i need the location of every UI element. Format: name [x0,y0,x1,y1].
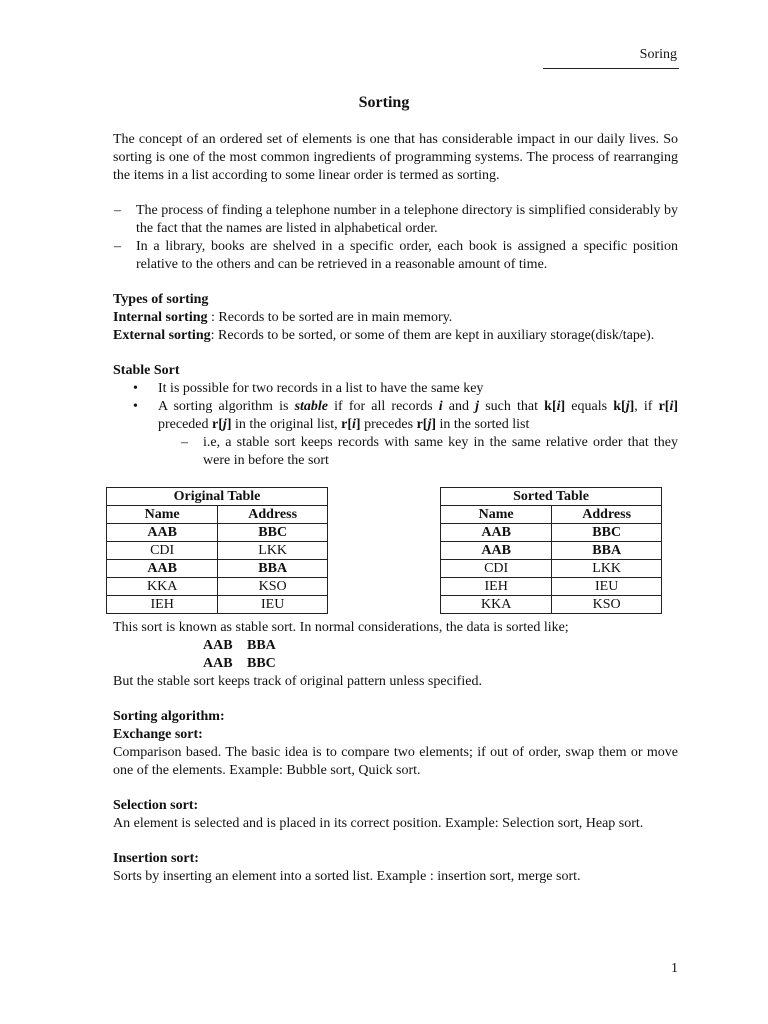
insertion-heading: Insertion sort: [113,851,199,866]
column-header: Address [552,506,662,524]
stable-sort-sublist [113,434,678,470]
exchange-text: Comparison based. The basic idea is to compare two elements; if out of order, swap them or move one of the elements. Example: Bubble sort, Quick sort. [113,745,678,778]
table-row: CDI LKK [107,542,328,560]
list-item [113,398,678,434]
list-item [113,202,678,238]
header-rule [543,68,679,69]
internal-sorting-label: Internal sorting [113,310,208,325]
examples-list [113,202,678,274]
stable-definition: A sorting algorithm is stable if for all records i and j such that k[i] equals k[j], if r[i] preceded r[j] in the original list, r[i] precedes r[j] in the sorted list [158,399,679,432]
selection-text: An element is selected and is placed in its correct position. Example: Selection sort, Heap sort. [113,816,644,831]
original-table [106,487,328,614]
sorted-pair: AAB BBC [203,656,276,671]
table-row: KKA KSO [107,578,328,596]
selection-heading: Selection sort: [113,798,199,813]
list-item-text: In a library, books are shelved in a specific order, each book is assigned a specific position relative to the others and can be retrieved in a reasonable amount of time. [136,239,678,272]
document-body [113,131,678,886]
dash-mark: – [114,239,121,254]
algorithms-heading: Sorting algorithm: [113,709,225,724]
dash-mark: – [181,435,188,450]
table-row: IEH IEU [441,578,662,596]
running-header: Soring [639,47,677,62]
table-caption: Sorted Table [441,488,662,506]
table-row: AAB BBC [441,524,662,542]
table-caption: Original Table [107,488,328,506]
internal-sorting-line [113,309,678,327]
table-row: AAB BBA [107,560,328,578]
table-row: IEH IEU [107,596,328,614]
list-item-text: It is possible for two records in a list to have the same key [158,381,484,396]
external-sorting-label: External sorting [113,328,211,343]
table-row: AAB BBC [107,524,328,542]
list-item [113,238,678,274]
intro-paragraph: The concept of an ordered set of elements is one that has considerable impact in our daily lives. So sorting is one of the most common ingredients of programming systems. The process of rearranging the items in a list according to some linear order is termed as sorting. [113,132,678,183]
stable-sort-heading: Stable Sort [113,363,180,378]
list-item-text: The process of finding a telephone number in a telephone directory is simplified considerably by the fact that the names are listed in alphabetical order. [136,203,678,236]
insertion-text: Sorts by inserting an element into a sorted list. Example : insertion sort, merge sort. [113,869,581,884]
tables-area [113,487,678,619]
dash-mark: – [114,203,121,218]
bullet-mark: • [133,399,138,414]
list-item-text: i.e, a stable sort keeps records with same key in the same relative order that they were in before the sort [203,435,678,468]
external-sorting-line [113,327,678,345]
column-header: Name [441,506,552,524]
exchange-heading: Exchange sort: [113,727,203,742]
table-row: KKA KSO [441,596,662,614]
sorted-table [440,487,662,614]
page-number: 1 [671,961,678,976]
sorted-pair: AAB BBA [203,638,276,653]
external-sorting-text: : Records to be sorted, or some of them are kept in auxiliary storage(disk/tape). [210,328,655,343]
column-header: Address [218,506,328,524]
page-title: Sorting [358,94,410,111]
list-item [113,434,678,470]
stable-note: This sort is known as stable sort. In normal considerations, the data is sorted like; [113,620,569,635]
types-heading: Types of sorting [113,292,209,307]
bullet-mark: • [133,381,138,396]
column-header: Name [107,506,218,524]
internal-sorting-text: : Records to be sorted are in main memory. [207,310,453,325]
list-item [113,380,678,398]
stable-sort-list [113,380,678,434]
stable-note-2: But the stable sort keeps track of original pattern unless specified. [113,674,482,689]
table-row: CDI LKK [441,560,662,578]
table-row: AAB BBA [441,542,662,560]
